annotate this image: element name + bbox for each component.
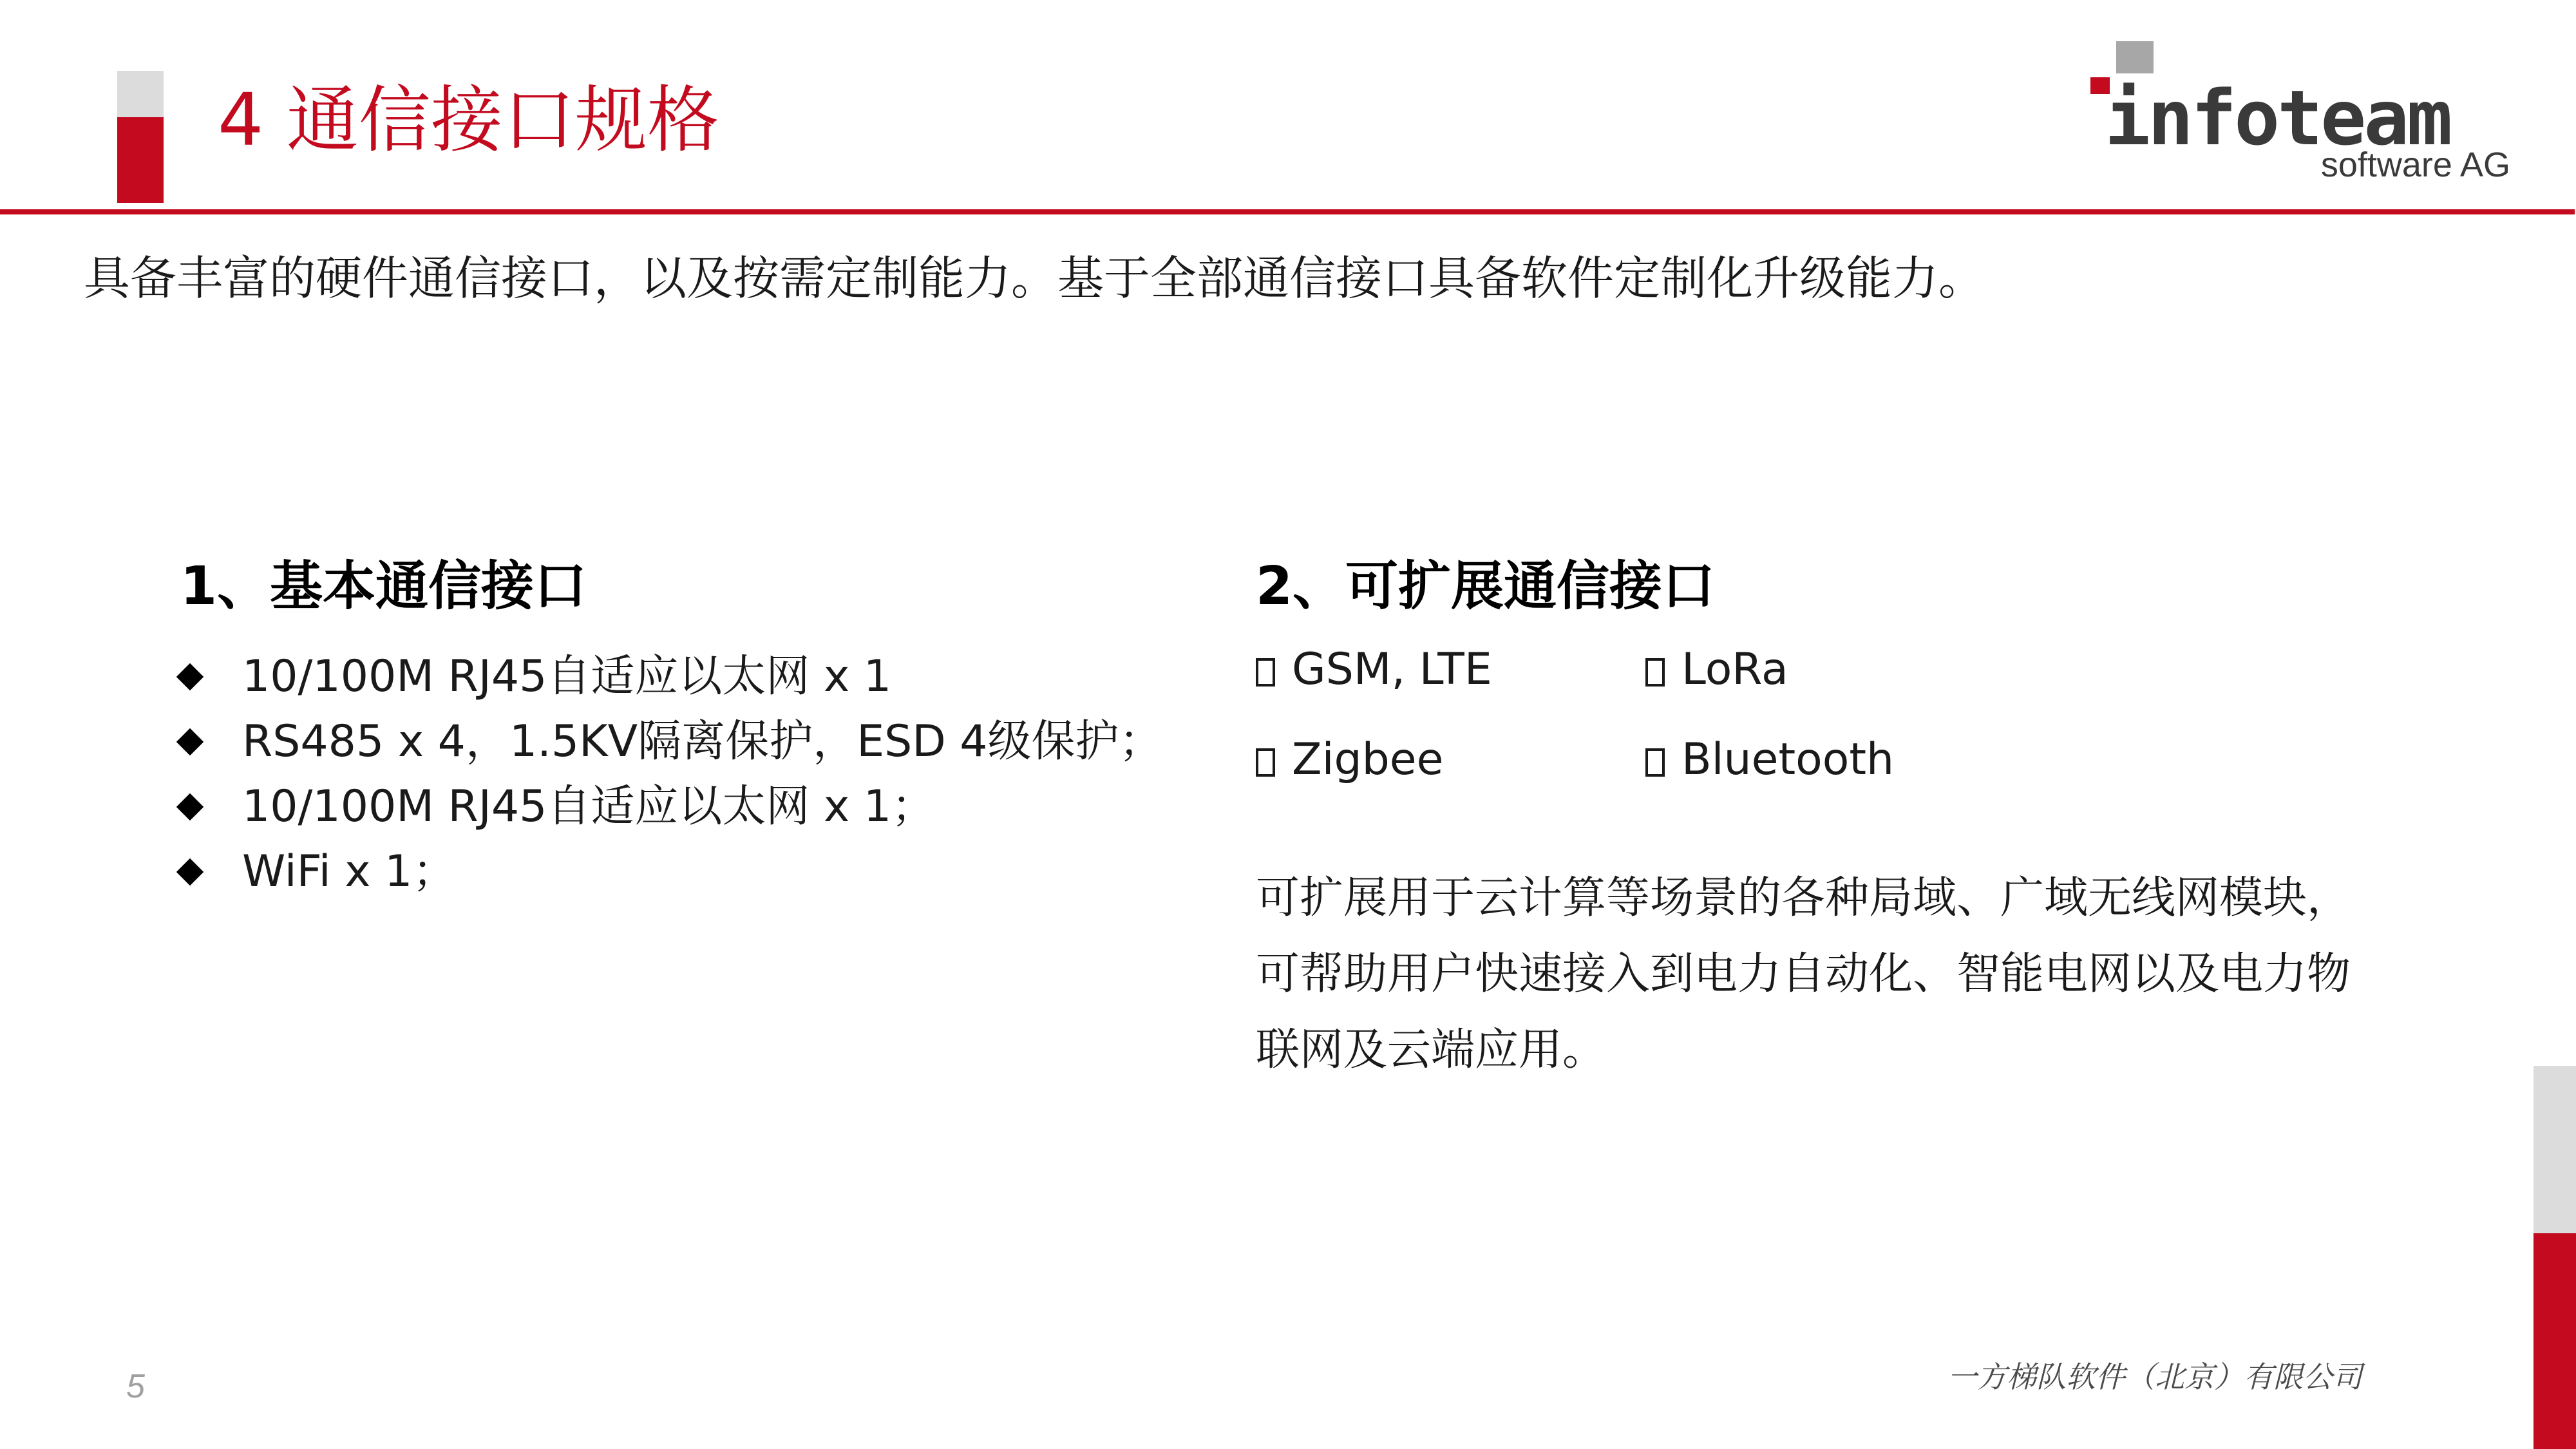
list-item-label: 10/100M RJ45自适应以太网 x 1； [242,781,936,832]
option-label: GSM, LTE [1292,644,1492,695]
header-divider [0,209,2575,214]
checkbox-icon [1645,658,1665,687]
list-item [173,839,1163,904]
diamond-bullet-icon [176,663,204,690]
option-item [1256,638,1492,702]
section-expandable-heading: 2、可扩展通信接口 [1256,556,1716,617]
option-item [1256,728,1443,792]
list-item [173,644,1163,709]
side-accent-gray [2533,1066,2576,1233]
diamond-bullet-icon [176,728,204,755]
list-item [173,774,1163,839]
infoteam-logo [2087,39,2512,187]
description-line: 联网及云端应用。 [1256,1025,1607,1075]
list-item-label: WiFi x 1； [242,846,457,897]
slide-title: 4 通信接口规格 [218,79,719,162]
title-accent-gray [117,71,164,117]
checkbox-icon [1256,658,1275,687]
title-accent-red [117,117,164,203]
intro-text: 具备丰富的硬件通信接口，以及按需定制能力。基于全部通信接口具备软件定制化升级能力。 [84,251,1985,305]
diamond-bullet-icon [176,858,204,886]
option-item [1645,728,1894,792]
description-line: 可扩展用于云计算等场景的各种局域、广域无线网模块， [1256,873,2351,923]
basic-interface-list [173,644,1163,904]
option-item [1645,638,1788,702]
logo-wordmark: infoteam [2105,73,2450,162]
expandable-interface-grid [1256,638,1964,818]
checkbox-icon [1645,748,1665,777]
page-number: 5 [126,1368,145,1405]
list-item [173,709,1163,774]
diamond-bullet-icon [176,793,204,820]
option-label: LoRa [1681,644,1788,695]
option-label: Zigbee [1292,734,1444,785]
option-label: Bluetooth [1681,734,1895,785]
description-line: 可帮助用户快速接入到电力自动化、智能电网以及电力物 [1256,949,2351,999]
company-name: 一方梯队软件（北京）有限公司 [1947,1359,2362,1394]
checkbox-icon [1256,748,1275,777]
section-basic-heading: 1、基本通信接口 [180,556,587,617]
logo-gray-square [2116,41,2154,73]
list-item-label: RS485 x 4，1.5KV隔离保护，ESD 4级保护； [242,716,1163,767]
side-accent-red [2533,1233,2576,1449]
expandable-description [1256,860,2351,1088]
logo-subtitle: software AG [2320,146,2510,184]
list-item-label: 10/100M RJ45自适应以太网 x 1 [242,651,892,702]
